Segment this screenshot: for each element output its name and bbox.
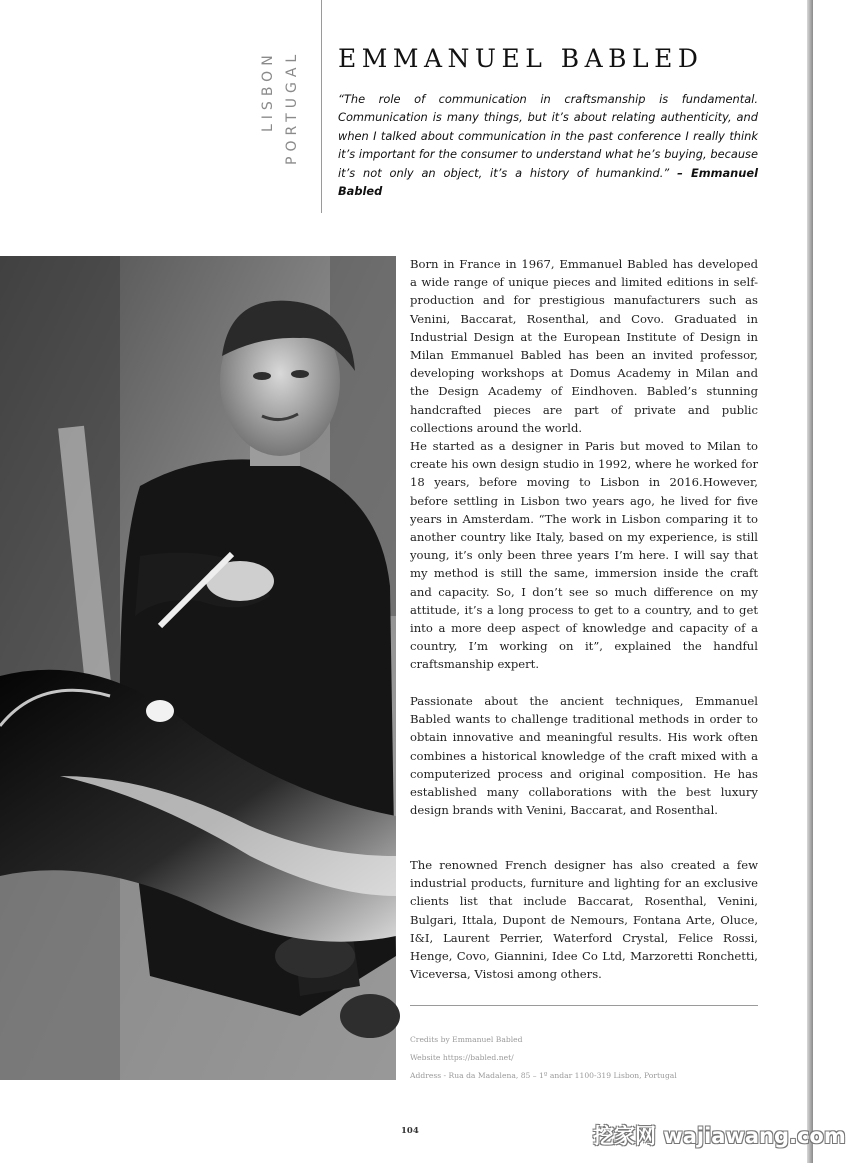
portrait-illustration — [0, 256, 396, 1080]
location-country: PORTUGAL — [284, 49, 300, 165]
website-line: Website https://babled.net/ — [410, 1053, 514, 1062]
address-line: Address - Rua da Madalena, 85 – 1º andar 1100-319 Lisbon, Portugal — [410, 1071, 677, 1080]
quote-author: – Emmanuel Babled — [338, 165, 758, 199]
article-paragraph-1: Born in France in 1967, Emmanuel Babled has developed a wide range of unique pieces and limited editions in self-production and for prestigious manufacturers such as Venini, Baccarat, Rosenthal, and Covo. Graduated in Industrial Design at the European Institute of Design in Milan Emmanuel Babled has been an invited professor, developing workshops at Domus Academy in Milan and the Design Academy of Eindhoven. Babled’s stunning handcrafted pieces are part of private and public collections around the world. — [410, 257, 758, 435]
quote-text: “The role of communication in craftsmanship is fundamental. Communication is many things, but it’s about relating authenticity, and when I talked about communication in the past conference I really think it’s important for the consumer to understand what he’s buying, because it’s not only an object, it’s a history of humankind.” — [338, 92, 758, 180]
location-city: LISBON — [260, 50, 276, 132]
designer-name: EMMANUEL BABLED — [338, 44, 704, 73]
article-paragraph-3: Passionate about the ancient techniques, Emmanuel Babled wants to challenge traditional methods in order to obtain innovative and meaningful results. His work often combines a historical knowledge of the craft mixed with a computerized process and original composition. He has established many collaborations with the best luxury design brands with Venini, Baccarat, and Rosenthal. — [410, 694, 758, 818]
watermark: 挖家网 wajiawang.com — [593, 1124, 846, 1148]
credits-line: Credits by Emmanuel Babled — [410, 1035, 523, 1044]
article-paragraph-2: He started as a designer in Paris but moved to Milan to create his own design studio in 1992, where he worked for 18 years, before moving to Lisbon in 2016.However, before settling in Lisbon two years ago, he lived for five years in Amsterdam. “The work in Lisbon comparing it to another country like Italy, based on my experience, is still young, it’s only been three years I’m here. I will say that my method is still the same, immersion inside the craft and capacity. So, I don’t see so much difference on my attitude, it’s a long process to get to a country, and to get into a more deep aspect of knowledge and capacity of a country, I’m working on it”, explained the handful craftsmanship expert. — [410, 439, 758, 672]
article-paragraph-4: The renowned French designer has also created a few industrial products, furniture and lighting for an exclusive clients list that include Baccarat, Rosenthal, Venini, Bulgari, Ittala, Dupont de Nemours, Fontana Arte, Oluce, I&I, Laurent Perrier, Waterford Crystal, Felice Rossi, Henge, Covo, Giannini, Idee Co Ltd, Marzoretti Ronchetti, Viceversa, Vistosi among others. — [410, 858, 758, 982]
portrait-photo — [0, 256, 396, 1080]
page-edge-shadow — [807, 0, 813, 1163]
pull-quote — [338, 90, 758, 200]
header-divider — [321, 0, 322, 213]
footer-divider — [410, 1005, 758, 1006]
page-number: 104 — [401, 1126, 419, 1136]
